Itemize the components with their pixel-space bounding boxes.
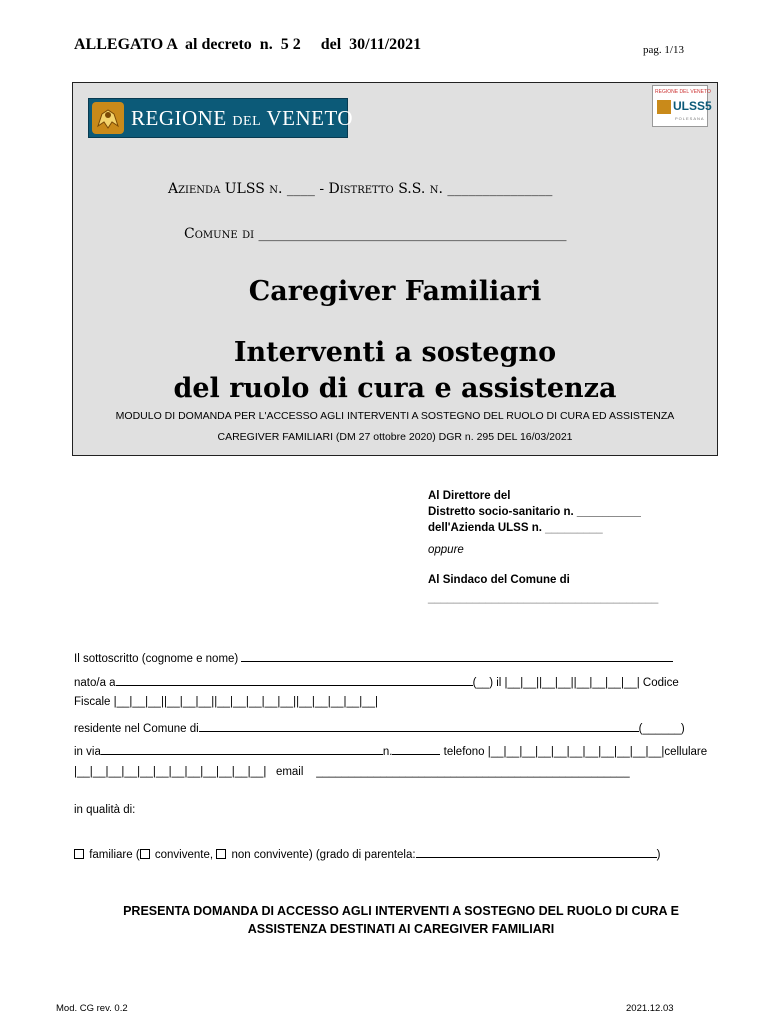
ulss5-logo [652,85,712,127]
street-number-field[interactable] [392,743,440,755]
lion-emblem-icon [92,102,124,134]
addressee-line-2: Distretto socio-sanitario n. __________ [428,506,641,518]
cellulare-field[interactable]: |__|__|__|__|__|__|__|__|__|__|__|__| [74,766,267,778]
convivente-checkbox[interactable] [140,849,150,859]
modulo-line-1: MODULO DI DOMANDA PER L'ACCESSO AGLI INTERVENTI A SOSTEGNO DEL RUOLO DI CURA ED ASSISTENZA [115,410,675,422]
ulss-logo-name: ULSS5 [673,99,712,113]
azienda-distretto-line: Azienda ULSS n. ____ - Distretto S.S. n. _______________ [168,181,553,197]
presenta-line-2: ASSISTENZA DESTINATI AI CAREGIVER FAMILIARI [247,922,555,936]
street-field[interactable] [101,743,383,755]
ulss-logo-sub: POLESANA [675,116,705,121]
residente-row: residente nel Comune di (______) [74,720,685,735]
modulo-description [72,406,718,448]
comune-line: Comune di ____________________________________________ [184,226,567,242]
sindaco-blank: ____________________________________ [428,592,659,604]
sindaco-line: Al Sindaco del Comune di [428,574,570,586]
non-convivente-checkbox[interactable] [216,849,226,859]
birthplace-field[interactable] [116,674,473,686]
presenta-domanda-heading [74,902,728,938]
familiare-checkbox[interactable] [74,849,84,859]
form-subtitle-line-1: Interventi a sostegno [233,337,557,368]
modulo-line-2: CAREGIVER FAMILIARI (DM 27 ottobre 2020) DGR n. 295 DEL 16/03/2021 [217,431,573,443]
addressee-line-3: dell'Azienda ULSS n. _________ [428,522,603,534]
residence-field[interactable] [199,720,639,732]
cellulare-email-row: |__|__|__|__|__|__|__|__|__|__|__|__| email _________________________________________________ [74,766,630,778]
footer-model: Mod. CG rev. 0.2 [56,1003,128,1014]
sottoscritto-row: Il sottoscritto (cognome e nome) [74,650,673,665]
via-row: in via n. telefono |__|__|__|__|__|__|__|__|__|__|__|cellulare [74,743,707,758]
telefono-field[interactable]: telefono |__|__|__|__|__|__|__|__|__|__|__|cellulare [440,746,708,758]
footer-date: 2021.12.03 [626,1003,674,1014]
addressee-block [428,488,658,606]
addressee-line-1: Al Direttore del [428,490,511,502]
email-field[interactable]: _________________________________________________ [316,766,630,778]
form-subtitle-line-2: del ruolo di cura e assistenza [173,373,617,404]
form-subtitle [72,335,718,407]
familiare-row: familiare ( convivente, non convivente) (grado di parentela: ) [74,846,660,861]
page-number: pag. 1/13 [643,44,684,56]
ulss-emblem-icon [657,100,671,114]
codice-fiscale-row[interactable]: Fiscale |__|__|__||__|__|__||__|__|__|__|__||__|__|__|__|__| [74,696,379,708]
parentela-field[interactable] [416,846,657,858]
nato-row: nato/a a (__) il |__|__||__|__||__|__|__|__| Codice [74,674,679,689]
regione-veneto-logo [88,98,354,138]
regione-veneto-logo-text: REGIONE DEL VENETO [131,106,354,130]
qualita-label: in qualità di: [74,804,136,816]
form-title: Caregiver Familiari [248,276,542,307]
ulss-logo-region: REGIONE DEL VENETO [655,89,711,95]
oppure-text: oppure [428,544,464,556]
presenta-line-1: PRESENTA DOMANDA DI ACCESSO AGLI INTERVENTI A SOSTEGNO DEL RUOLO DI CURA E [123,904,679,918]
name-field[interactable] [241,650,673,662]
document-reference: ALLEGATO A al decreto n. 5 2 del 30/11/2021 [74,36,422,53]
